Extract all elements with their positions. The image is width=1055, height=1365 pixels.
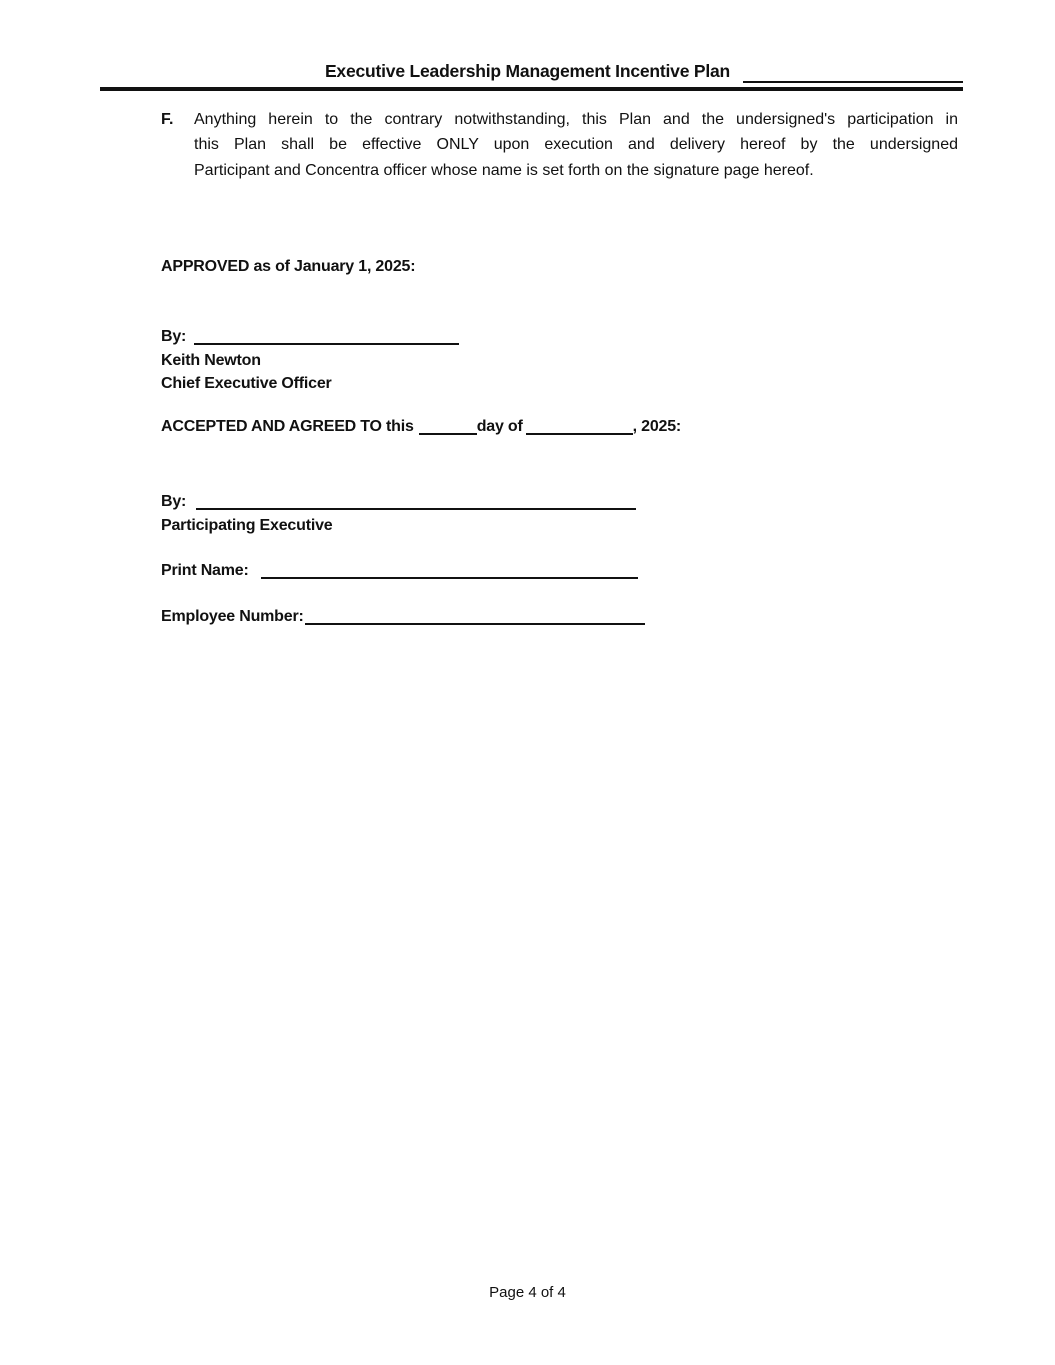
day-blank-line[interactable] [419,433,477,435]
executive-signature-row [161,492,636,512]
print-name-label: Print Name: [161,562,249,579]
day-of-text: day of [476,418,523,435]
ceo-signer-title: Chief Executive Officer [161,375,332,392]
employee-number-row [161,607,645,627]
page-title: Executive Leadership Management Incentive Plan [324,61,731,81]
participating-executive-label: Participating Executive [161,517,333,534]
approved-date-line: APPROVED as of January 1, 2025: [161,258,416,275]
ceo-signer-name: Keith Newton [161,352,261,369]
clause-f-line-1: Anything herein to the contrary notwithstanding, this Plan and the undersigned's participation in [194,111,958,128]
ceo-by-label: By: [161,328,187,345]
employee-number-label: Employee Number: [161,608,304,625]
accepted-agreed-row [161,417,681,437]
header-rule [100,87,963,91]
ceo-signature-line[interactable] [194,343,459,345]
clause-f-paragraph [161,107,958,183]
clause-f-line-2: this Plan shall be effective ONLY upon execution and delivery hereof by the undersigned [194,136,958,154]
page-number: Page 4 of 4 [489,1284,566,1301]
print-name-row [161,561,638,581]
accepted-prefix-text: ACCEPTED AND AGREED TO this [161,418,414,435]
executive-by-label: By: [161,493,187,510]
title-underline [743,81,963,83]
executive-signature-line[interactable] [196,508,636,510]
clause-f-label: F. [161,111,174,128]
month-blank-line[interactable] [526,433,633,435]
employee-number-line[interactable] [305,623,645,625]
clause-f-line-3: Participant and Concentra officer whose name is set forth on the signature page hereof. [194,161,814,179]
ceo-signature-row [161,327,459,347]
accepted-year-text: , 2025: [632,418,682,435]
clause-f-text [194,107,958,183]
print-name-line[interactable] [261,577,638,579]
